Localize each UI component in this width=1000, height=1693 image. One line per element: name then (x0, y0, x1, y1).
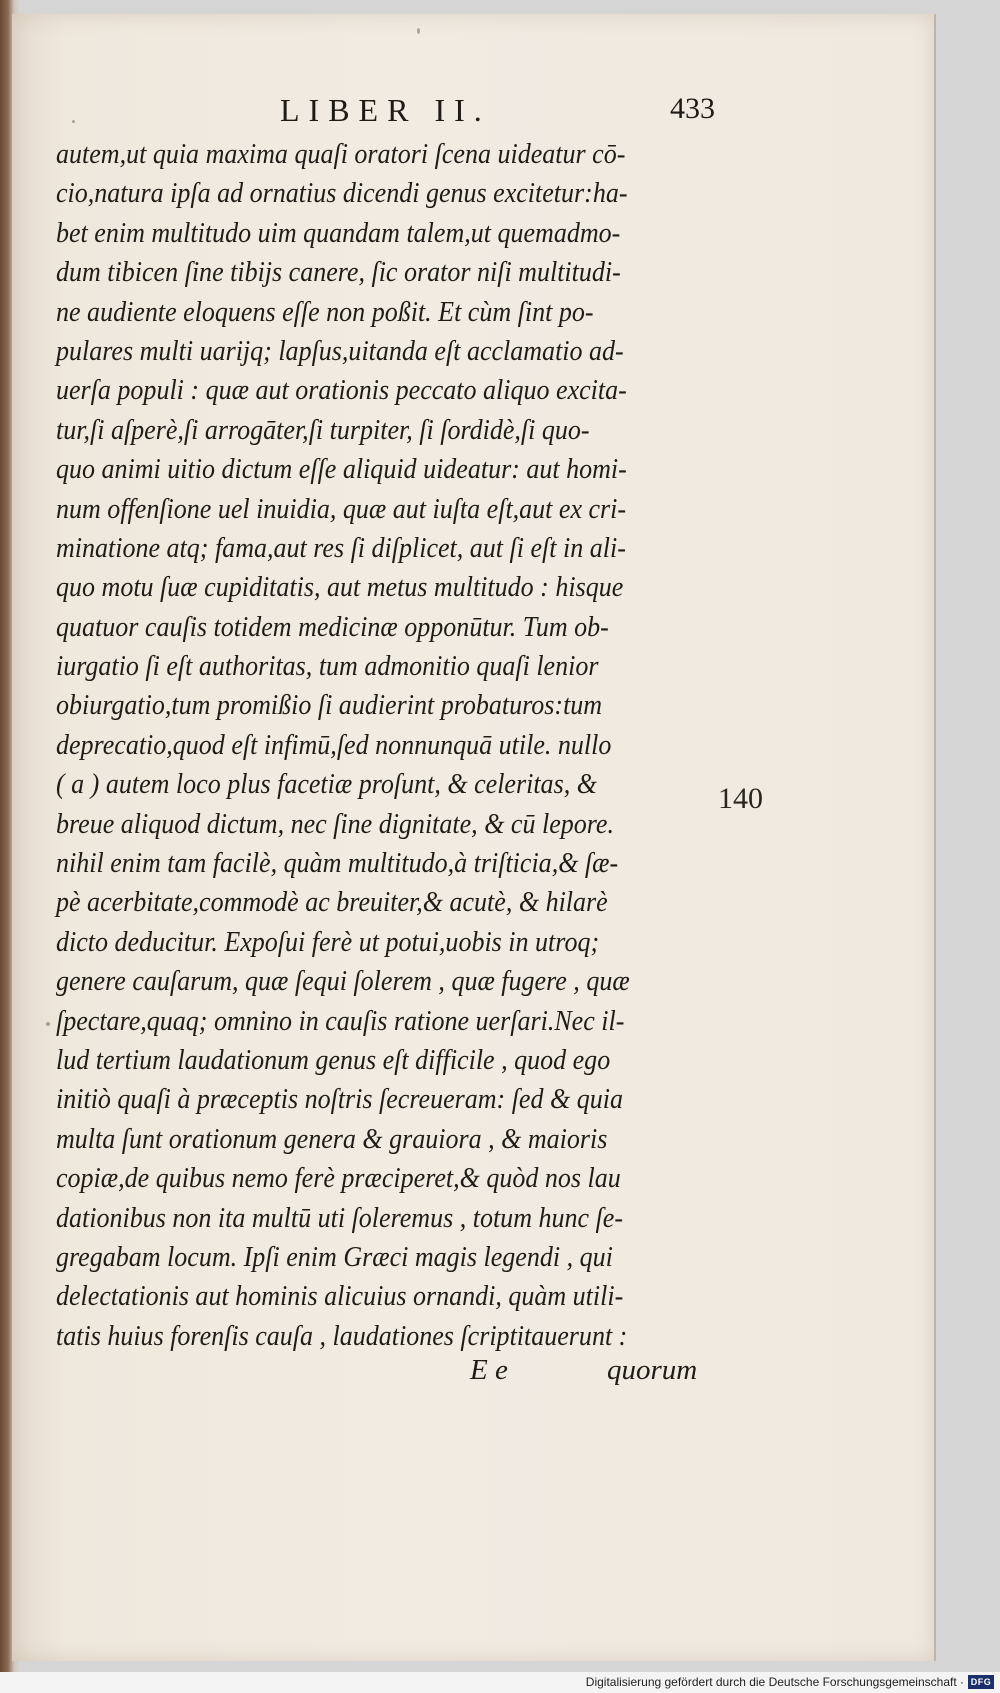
paper-speck (46, 1022, 50, 1026)
footer-credit: Digitalisierung gefördert durch die Deutsche Forschungsgemeinschaft · (585, 1675, 964, 1689)
text-line: autem,ut quia maxima quaſi oratori ſcena uideatur cō- (56, 138, 626, 170)
text-line: tatis huius forenſis cauſa , laudationes ſcriptitauerunt : (56, 1319, 628, 1352)
text-line: iurgatio ſi eſt authoritas, tum admonitio quaſi lenior (56, 650, 599, 683)
text-line: cio,natura ipſa ad ornatius dicendi genus excitetur:ha- (56, 177, 628, 210)
text-line: bet enim multitudo uim quandam talem,ut quemadmo- (56, 216, 621, 249)
text-line: genere cauſarum, quæ ſequi ſolerem , quæ fugere , quæ (56, 965, 630, 998)
text-line: pulares multi uarijq; lapſus,uitanda eſt acclamatio ad- (56, 334, 624, 367)
text-line: gregabam locum. Ipſi enim Græci magis legendi , qui (56, 1240, 613, 1273)
text-line: quatuor cauſis totidem medicinæ opponūtur. Tum ob- (56, 610, 609, 643)
marginal-number: 140 (718, 782, 763, 815)
text-line: dum tibicen ſine tibijs canere, ſic orator niſi multitudi- (56, 256, 621, 289)
text-line: pè acerbitate,commodè ac breuiter,& acutè, & hilarè (56, 886, 608, 919)
page-number: 433 (670, 92, 715, 125)
text-line: lud tertium laudationum genus eſt difficile , quod ego (56, 1043, 611, 1076)
text-line: breue aliquod dictum, nec ſine dignitate, & cū lepore. (56, 807, 614, 840)
text-line: quo animi uitio dictum eſſe aliquid uideatur: aut homi- (56, 453, 627, 486)
paper-speck (72, 120, 75, 123)
text-line: ſpectare,quaq; omnino in cauſis ratione uerſari.Nec il- (56, 1004, 625, 1037)
text-line: quo motu ſuæ cupiditatis, aut metus multitudo : hisque (56, 571, 624, 604)
text-line: delectationis aut hominis alicuius ornandi, quàm utili- (56, 1280, 624, 1313)
text-line: obiurgatio,tum promißio ſi audierint probaturos:tum (56, 689, 603, 722)
text-line: nihil enim tam facilè, quàm multitudo,à triſticia,& ſæ- (56, 847, 619, 880)
text-line: copiæ,de quibus nemo ferè præciperet,& quòd nos lau (56, 1162, 621, 1195)
paper-speck (417, 28, 420, 34)
text-line: multa ſunt orationum genera & grauiora , & maioris (56, 1122, 608, 1155)
body-text (56, 135, 736, 1356)
text-line: dicto deducitur. Expoſui ferè ut potui,uobis in utroq; (56, 925, 600, 958)
running-title: LIBER II. (280, 92, 491, 128)
text-line: ne audiente eloquens eſſe non poßit. Et cùm ſint po- (56, 295, 594, 328)
text-line: minatione atq; fama,aut res ſi diſplicet, aut ſi eſt in ali- (56, 531, 626, 564)
signature-mark: E e (470, 1354, 508, 1386)
catchword: quorum (607, 1354, 698, 1386)
text-line: num offenſione uel inuidia, quæ aut iuſta eſt,aut ex cri- (56, 492, 627, 525)
text-line: initiò quaſi à præceptis noſtris ſecreueram: ſed & quia (56, 1083, 623, 1116)
text-line: dationibus non ita multū uti ſoleremus , totum hunc ſe- (56, 1201, 623, 1234)
dfg-logo: DFG (968, 1675, 994, 1689)
text-line: uerſa populi : quæ aut orationis peccato aliquo excita- (56, 374, 627, 407)
text-line: deprecatio,quod eſt infimū,ſed nonnunquā utile. nullo (56, 728, 612, 761)
text-line: ( a ) autem loco plus facetiæ proſunt, & celeritas, & (56, 768, 597, 801)
text-line: tur,ſi aſperè,ſi arrogāter,ſi turpiter, ſi ſordidè,ſi quo- (56, 413, 590, 446)
